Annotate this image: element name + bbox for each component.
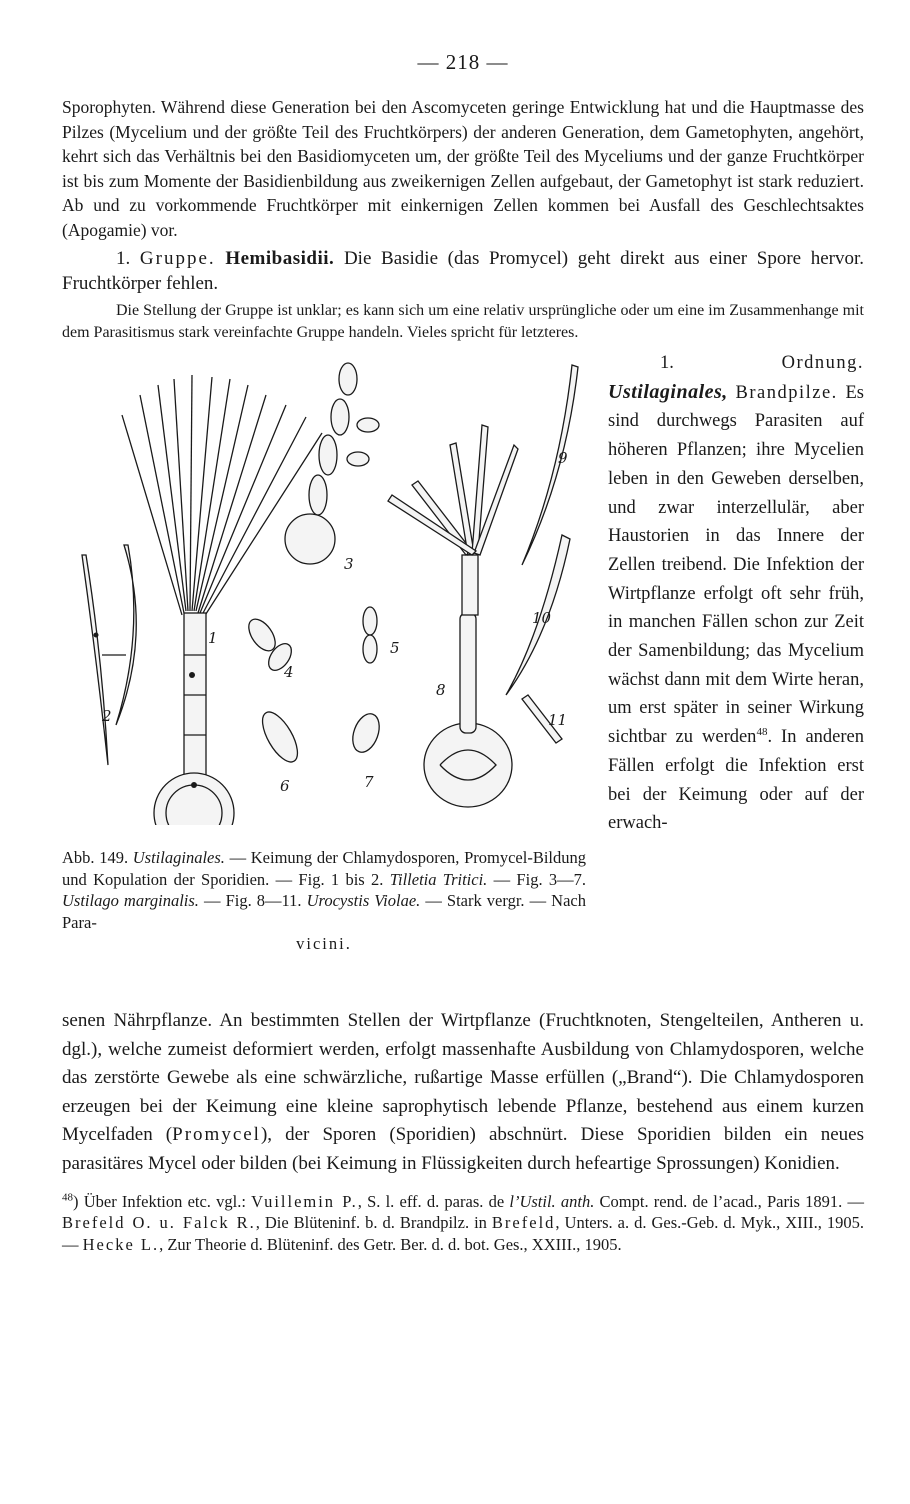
fig-5-sporidium <box>363 607 377 663</box>
continuation-part-2: ), der Sporen (Sporidien) abschnürt. Diese Sporidien bilden ein neues parasitäres Mycel oder bilden (bei Keimung in Flüssigkeiten durch hefeartige Sprossungen) Konidien. <box>62 1124 865 1174</box>
fig-label-10: 10 <box>532 609 552 627</box>
order-name: Ustilaginales, <box>608 380 728 403</box>
footnote-text-6: , Zur Theorie d. Blüteninf. des Getr. Ber. d. d. bot. Ges., XXIII., 1905. <box>159 1234 622 1254</box>
order-number: 1. <box>660 353 674 373</box>
fig-label-8: 8 <box>436 681 446 699</box>
caption-species-2: Ustilago marginalis. <box>62 891 199 910</box>
side-column-text <box>608 349 864 838</box>
continuation-paragraph <box>62 1007 864 1179</box>
side-text-before-ref: Es sind durchwegs Parasiten auf höheren Pflanzen; ihre Mycelien leben in den Geweben derselben, und zwar interzellulär, aber Haustorien in das Innere der Zellen treibend. Die Infektion der Wirtpflanze erfolgt oft sehr früh, in manchen Fällen schon zur Zeit der Samenbildung; das Mycelium wächst dann mit dem Wirte heran, um erst später in seiner Wirkung sichtbar zu werden <box>608 382 864 748</box>
group-name: Hemibasidii. <box>225 248 335 269</box>
fig-label-11: 11 <box>548 711 568 729</box>
fig-label-7: 7 <box>364 773 374 791</box>
group-text: Die Basidie (das Promycel) geht direkt aus einer Spore hervor. Fruchtkörper fehlen. <box>62 248 865 294</box>
fig-label-9: 9 <box>558 449 568 467</box>
caption-species-1: Tilletia Tritici. <box>389 869 488 889</box>
page-number: — 218 — <box>417 50 509 74</box>
figure-section <box>62 349 864 1007</box>
fungi-illustration <box>62 355 590 825</box>
intro-paragraph: Sporophyten. Während diese Generation bei den Ascomyceten geringe Entwicklung hat und die Hauptmasse des Pilzes (Mycelium und der größte Teil des Fruchtkörpers) der anderen Generation, dem Gametophyten, angehört, kehrt sich das Verhältnis bei den Basidiomyceten um, der größte Teil des Myceliums und der ganze Fruchtkörper ist bis zum Momente der Basidienbildung aus zweikernigen Zellen aufgebaut, der Gametophyt ist stark reduziert. Ab und zu vorkommende Fruchtkörper mit einkernigen Zellen kommen bei Ausfall des Geschlechtsaktes (Apogamie) vor. <box>62 97 864 240</box>
order-label: Ordnung. <box>781 353 864 373</box>
footnote-author-4: Hecke L. <box>82 1234 160 1254</box>
figure-149 <box>62 355 590 955</box>
footnote-text-5: , Unters. a. d. Ges.-Geb. d. Myk., XIII., 1905. — <box>62 1213 864 1254</box>
footnote-author-3: Brefeld <box>491 1213 556 1233</box>
caption-text-3: — Fig. 8—11. <box>198 891 307 910</box>
footnote-reference[interactable]: 48 <box>756 725 768 738</box>
caption-text-1: — Keimung der Chlamydosporen, Promycel-Bildung und Kopulation der Sporidien. — Fig. 1 bis 2. <box>62 848 586 889</box>
footnote-number: 48 <box>62 1191 73 1204</box>
fig-2-sporidia-pair <box>82 545 136 765</box>
caption-text-5: vicini. <box>296 934 352 953</box>
footnote-text-3: Compt. rend. de l’acad., Paris 1891. — <box>594 1191 865 1211</box>
fig-label-1: 1 <box>208 629 218 647</box>
caption-text-2: — Fig. 3—7. <box>487 869 587 889</box>
fig-label-2: 2 <box>102 707 112 725</box>
footnote-48 <box>62 1191 864 1256</box>
fig-6-sporidium <box>256 707 305 767</box>
group-number: 1. <box>116 248 131 269</box>
group-note: Die Stellung der Gruppe ist unklar; es kann sich um eine relativ ursprüngliche oder um eine im Zusammenhange mit dem Parasitismus stark vereinfachte Gruppe handeln. Vieles spricht für letzteres. <box>62 302 864 341</box>
group-label: Gruppe. <box>139 248 216 269</box>
fig-label-3: 3 <box>344 555 354 573</box>
order-common-name: Brandpilze. <box>735 382 838 403</box>
figure-caption <box>62 847 586 955</box>
promycel-term: Promycel <box>172 1124 261 1146</box>
book-page <box>62 44 864 1255</box>
fig-label-6: 6 <box>280 777 290 795</box>
caption-number: Abb. 149. <box>62 848 129 867</box>
fig-label-5: 5 <box>390 639 400 657</box>
caption-text-4: — Stark vergr. — Nach Para- <box>62 891 586 932</box>
footnote-text-1: ) Über Infektion etc. vgl.: <box>73 1191 252 1211</box>
fig-3-spore-chain <box>285 363 379 564</box>
side-text-after-ref: . In anderen Fällen erfolgt die Infektion erst bei der Keimung oder auf der erwach- <box>608 727 864 834</box>
group-heading <box>62 246 864 296</box>
footnote-author-2: Brefeld O. u. Falck R. <box>62 1213 256 1233</box>
continuation-part-1: senen Nährpflanze. An bestimmten Stellen der Wirtpflanze (Fruchtknoten, Stengelteilen, Antheren u. dgl.), welche zumeist deformiert werden, erfolgt massenhafte Ausbildung von Chlamydosporen, welche das zerstörte Gewebe als eine schwärzliche, rußartige Masse erfüllen („Brand“). Die Chlamydosporen erzeugen bei der Keimung eine kleine saprophytisch lebende Pflanze, bestehend aus einem kurzen Mycelfaden ( <box>62 1010 864 1146</box>
footnote-text-4: , Die Blüteninf. b. d. Brandpilz. in <box>255 1213 492 1233</box>
footnote-italic-1: l’Ustil. anth. <box>509 1191 595 1211</box>
fig-7-sporidium <box>348 710 384 756</box>
fig-9-sporidium <box>522 365 578 565</box>
caption-taxon: Ustilaginales. <box>132 848 225 867</box>
footnote-text-2: , S. l. eff. d. paras. de <box>357 1191 510 1211</box>
footnote-author-1: Vuillemin P. <box>251 1191 358 1211</box>
fig-8-urocystis-spore-ball <box>388 425 518 807</box>
fig-label-4: 4 <box>284 663 294 681</box>
caption-species-3: Urocystis Violae. <box>306 891 421 910</box>
